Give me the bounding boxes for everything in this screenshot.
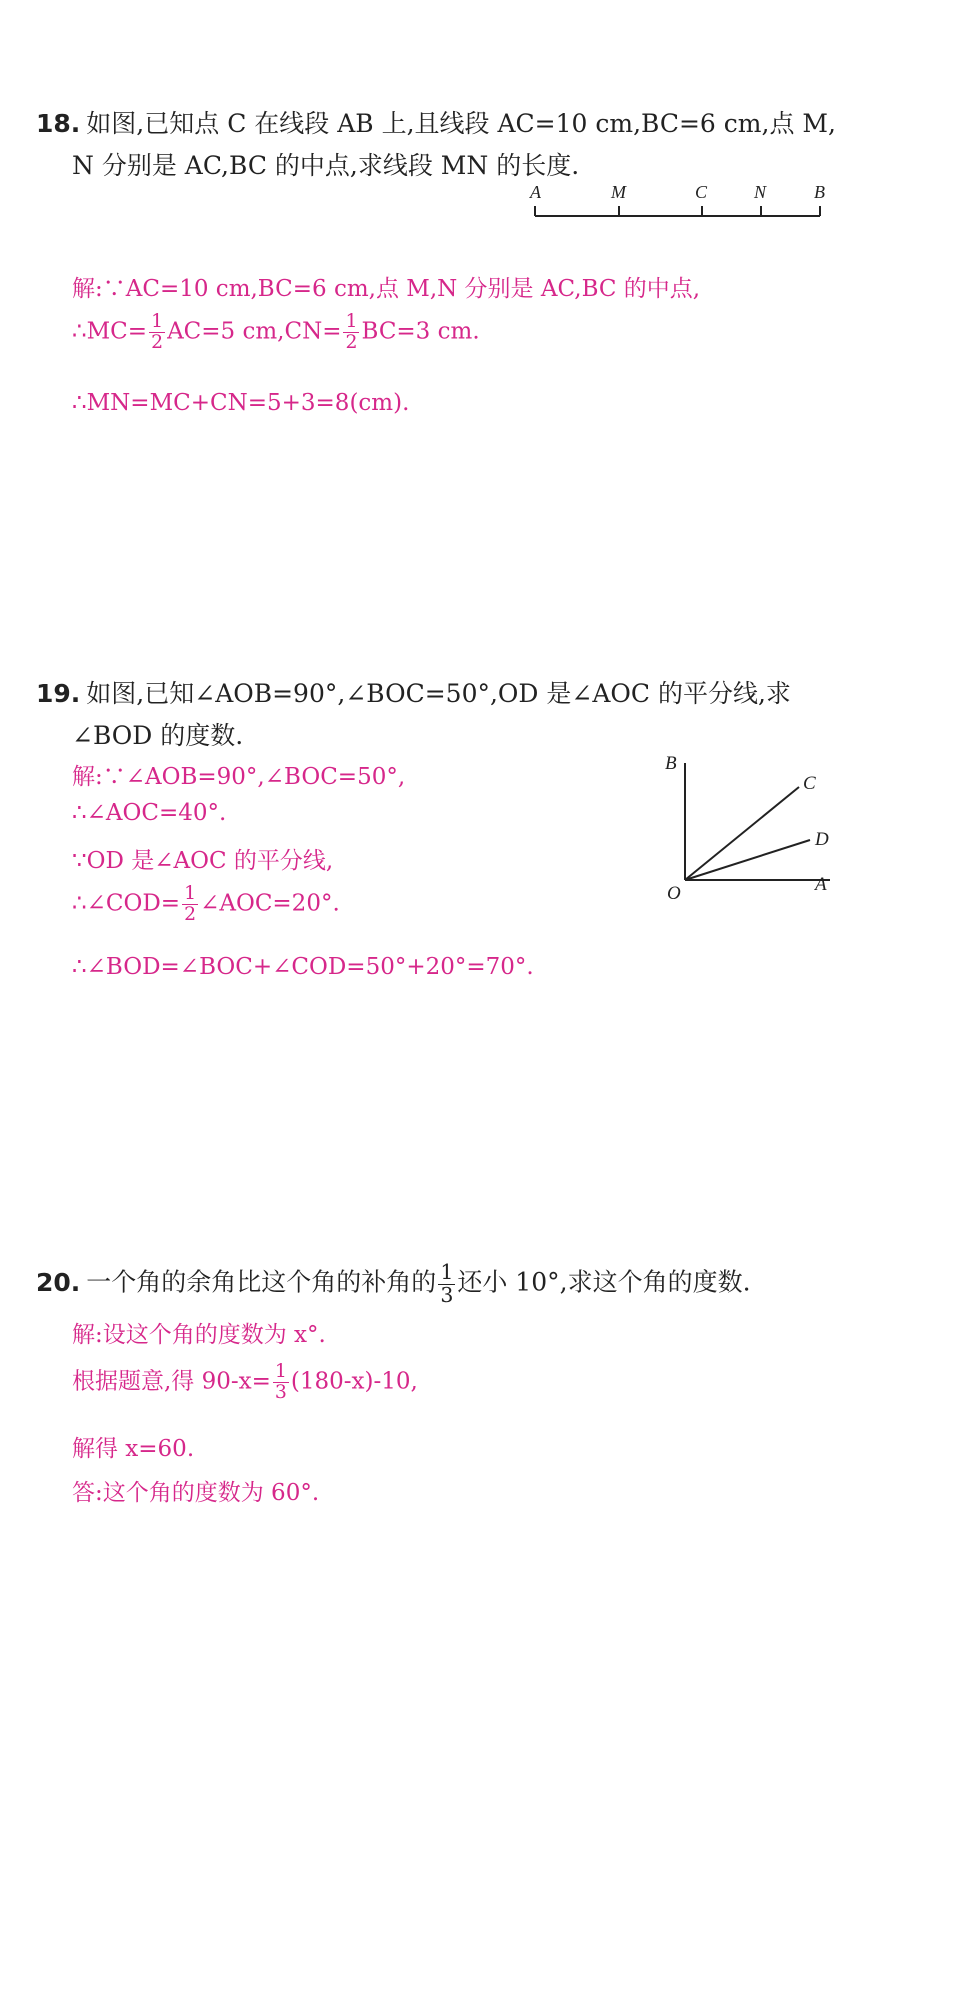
q20-solution-line4: 答:这个角的度数为 60°. [72,1480,320,1506]
q18-segment-figure [525,178,835,230]
q18-solution-line1: 解:∵AC=10 cm,BC=6 cm,点 M,N 分别是 AC,BC 的中点, [72,276,701,302]
label-m: M [611,182,626,202]
fraction-half: $\frac{1}{2}$ [151,310,164,353]
q20-solution-line3: 解得 x=60. [72,1436,195,1462]
fraction-third: $\frac{1}{3}$ [440,1260,454,1307]
q19-solution-line1: 解:∵∠AOB=90°,∠BOC=50°, [72,764,406,790]
q20-text-post: 还小 10°,求这个角的度数. [457,1267,751,1297]
q20-number: 20. [36,1267,81,1297]
q19-line2: ∠BOD 的度数. [72,721,244,750]
q18-text-1: 如图,已知点 C 在线段 AB 上,且线段 AC=10 cm,BC=6 cm,点 M, [86,109,836,138]
label-o: O [667,883,681,904]
fraction-half: $\frac{1}{2}$ [184,882,197,925]
fraction-half: $\frac{1}{2}$ [345,310,358,353]
q20-text-pre: 一个角的余角比这个角的补角的 [86,1267,437,1297]
label-b: B [665,753,677,774]
label-b: B [814,182,825,202]
label-c: C [803,773,816,794]
q20-solution-line1: 解:设这个角的度数为 x°. [72,1322,326,1348]
label-a: A [815,874,827,895]
q19-text-1: 如图,已知∠AOB=90°,∠BOC=50°,OD 是∠AOC 的平分线,求 [86,679,791,708]
q19-solution-line4: ∴∠COD= $\frac{1}{2}$ ∠AOC=20°. [72,882,340,925]
q20-line1 [36,1262,751,1306]
q18-solution-line3: ∴MN=MC+CN=5+3=8(cm). [72,390,410,416]
q18-number: 18. [36,109,81,138]
q19-solution-line2: ∴∠AOC=40°. [72,800,227,826]
label-a: A [530,182,541,202]
q20-solution-line2: 根据题意,得 90-x= $\frac{1}{3}$ (180-x)-10, [72,1360,418,1403]
q19-solution-line3: ∵OD 是∠AOC 的平分线, [72,848,334,874]
ray-oc [685,787,799,880]
label-c: C [695,182,708,202]
label-n: N [754,182,767,202]
q18-line1 [36,104,836,140]
ray-od [685,840,810,880]
label-d: D [815,829,829,850]
q19-line1 [36,674,791,710]
fraction-third: $\frac{1}{3}$ [274,1360,287,1403]
q18-solution-line2: ∴MC= $\frac{1}{2}$ AC=5 cm,CN= $\frac{1}{2}$ BC=3 cm. [72,310,480,353]
q19-solution-line5: ∴∠BOD=∠BOC+∠COD=50°+20°=70°. [72,954,534,980]
q19-angle-figure [655,745,855,905]
q19-number: 19. [36,679,81,708]
q18-line2: N 分别是 AC,BC 的中点,求线段 MN 的长度. [72,151,580,180]
